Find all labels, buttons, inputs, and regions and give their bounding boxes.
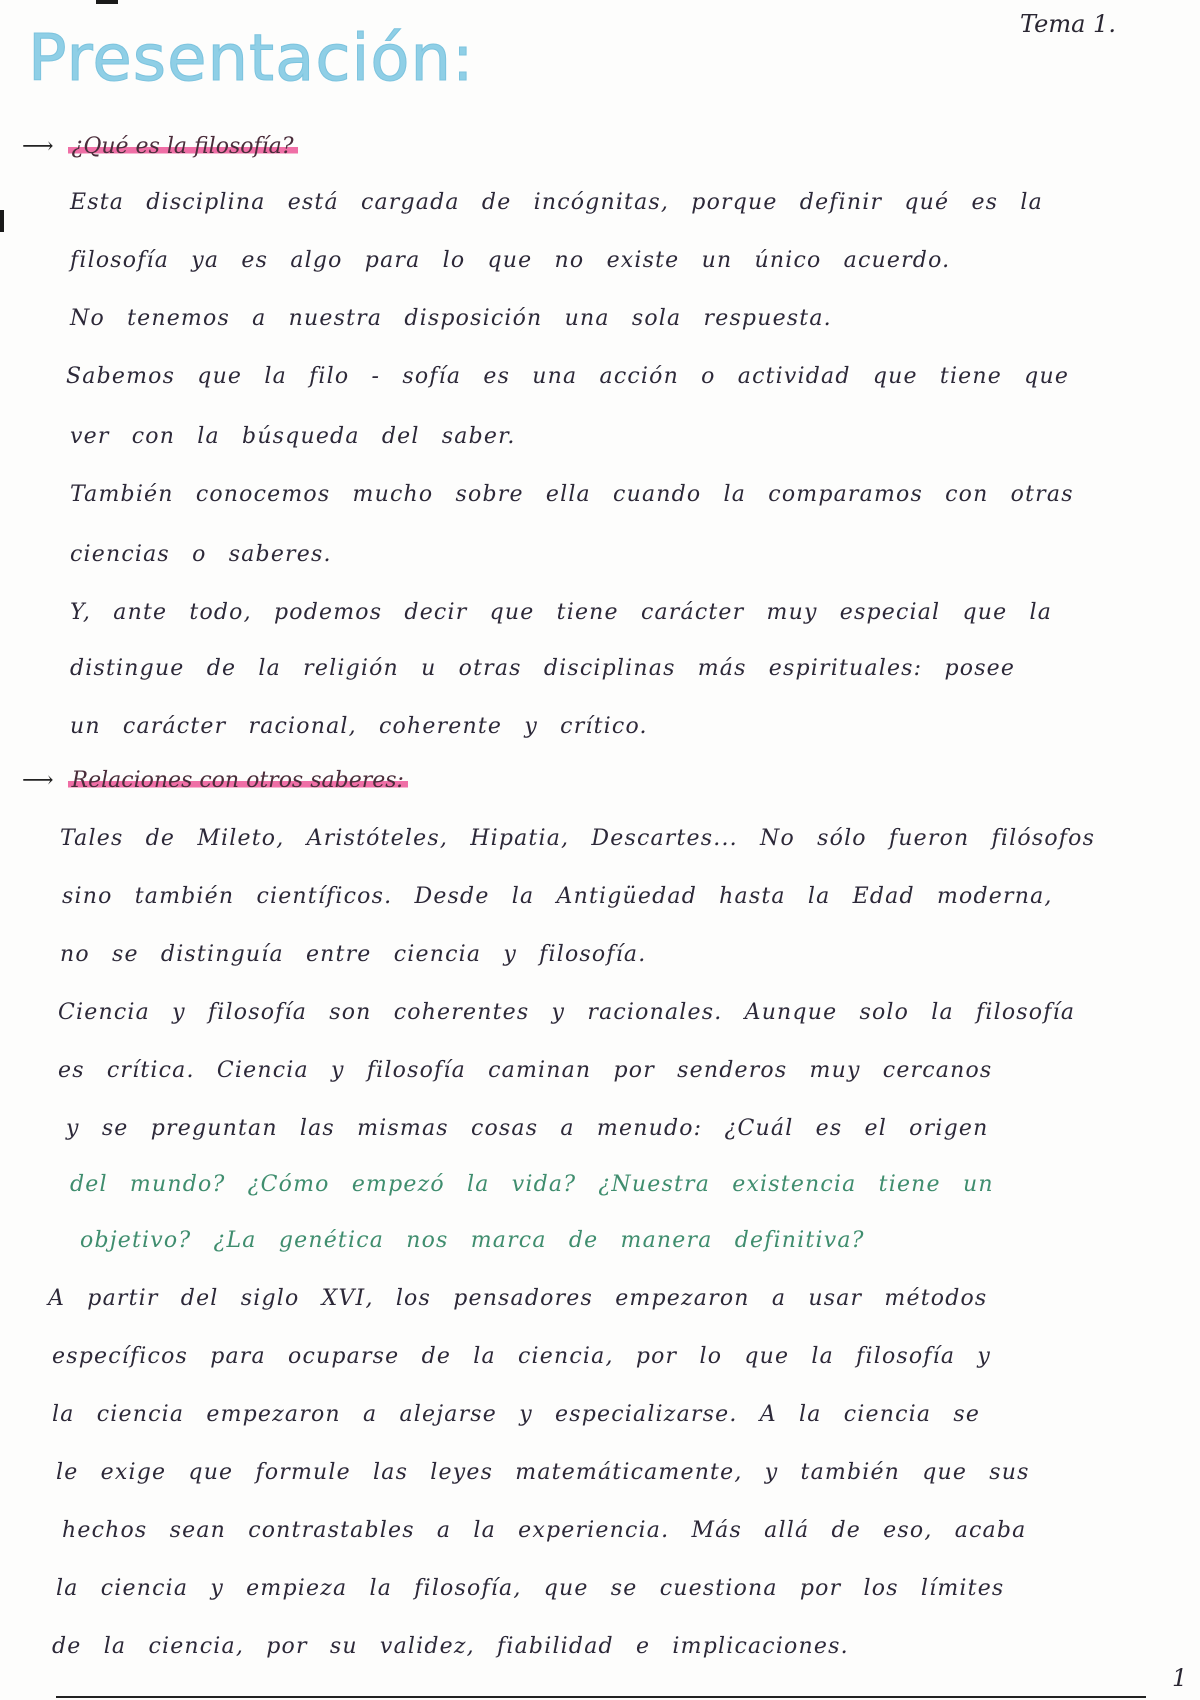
page-number: 1 (1172, 1664, 1188, 1692)
note-line: la ciencia y empieza la filosofía, que se cuestiona por los límites (56, 1576, 1005, 1601)
page-edge-mark (0, 210, 4, 232)
topic-label: Tema 1. (1020, 10, 1116, 38)
section-heading-text: Relaciones con otros saberes: (68, 768, 408, 793)
section-heading-text: ¿Qué es la filosofía? (68, 134, 298, 159)
note-line: sino también científicos. Desde la Antigüedad hasta la Edad moderna, (62, 884, 1053, 909)
note-line: y se preguntan las mismas cosas a menudo: ¿Cuál es el origen (66, 1116, 989, 1141)
section-heading-filosofia (22, 134, 298, 159)
note-line: Y, ante todo, podemos decir que tiene carácter muy especial que la (70, 600, 1053, 625)
question-line: objetivo? ¿La genética nos marca de manera definitiva? (80, 1228, 865, 1253)
note-line: Tales de Mileto, Aristóteles, Hipatia, Descartes... No sólo fueron filósofos (60, 826, 1096, 851)
note-line: distingue de la religión u otras disciplinas más espirituales: posee (70, 656, 1016, 681)
note-line: filosofía ya es algo para lo que no existe un único acuerdo. (70, 248, 951, 273)
note-line: le exige que formule las leyes matemáticamente, y también que sus (56, 1460, 1030, 1485)
question-line: del mundo? ¿Cómo empezó la vida? ¿Nuestra existencia tiene un (70, 1172, 994, 1197)
page-corner-mark (96, 0, 118, 4)
note-line: Sabemos que la filo - sofía es una acción o actividad que tiene que (66, 364, 1070, 389)
note-line: un carácter racional, coherente y crítico. (70, 714, 648, 739)
note-line: ver con la búsqueda del saber. (70, 424, 516, 449)
note-line: hechos sean contrastables a la experiencia. Más allá de eso, acaba (62, 1518, 1027, 1543)
note-line: Esta disciplina está cargada de incógnitas, porque definir qué es la (70, 190, 1043, 215)
note-line: A partir del siglo XVI, los pensadores empezaron a usar métodos (48, 1286, 988, 1311)
note-line: es crítica. Ciencia y filosofía caminan por senderos muy cercanos (58, 1058, 993, 1083)
page-title: Presentación: (28, 22, 475, 96)
section-heading-relaciones (22, 768, 408, 793)
note-line: la ciencia empezaron a alejarse y especializarse. A la ciencia se (52, 1402, 981, 1427)
bottom-rule (56, 1696, 1146, 1698)
note-line: no se distinguía entre ciencia y filosofía. (60, 942, 647, 967)
note-line: No tenemos a nuestra disposición una sola respuesta. (70, 306, 832, 331)
note-line: Ciencia y filosofía son coherentes y racionales. Aunque solo la filosofía (58, 1000, 1076, 1025)
note-line: También conocemos mucho sobre ella cuando la comparamos con otras (70, 482, 1074, 507)
arrow-icon: ⟶ (22, 134, 54, 159)
note-line: específicos para ocuparse de la ciencia, por lo que la filosofía y (52, 1344, 992, 1369)
arrow-icon: ⟶ (22, 768, 54, 793)
note-line: de la ciencia, por su validez, fiabilidad e implicaciones. (52, 1634, 849, 1659)
note-line: ciencias o saberes. (70, 542, 332, 567)
